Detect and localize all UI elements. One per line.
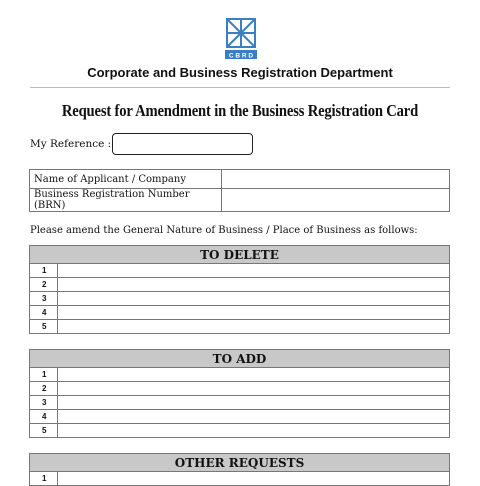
table-row xyxy=(30,424,450,438)
row-field[interactable] xyxy=(58,320,450,334)
row-field[interactable] xyxy=(58,306,450,320)
table-row xyxy=(30,410,450,424)
applicant-label: Name of Applicant / Company xyxy=(30,170,222,189)
row-field[interactable] xyxy=(58,396,450,410)
table-row xyxy=(30,189,450,212)
row-field[interactable] xyxy=(58,472,450,486)
row-number: 4 xyxy=(30,410,58,424)
row-number: 2 xyxy=(30,278,58,292)
table-row xyxy=(30,306,450,320)
row-field[interactable] xyxy=(58,424,450,438)
table-row xyxy=(30,368,450,382)
table-row xyxy=(30,292,450,306)
row-field[interactable] xyxy=(58,278,450,292)
to-add-section xyxy=(29,349,450,438)
instruction-text: Please amend the General Nature of Business / Place of Business as follows: xyxy=(30,225,418,236)
row-number: 5 xyxy=(30,320,58,334)
table-row xyxy=(30,382,450,396)
row-field[interactable] xyxy=(58,410,450,424)
reference-input[interactable] xyxy=(112,133,253,155)
row-field[interactable] xyxy=(58,264,450,278)
department-name: Corporate and Business Registration Department xyxy=(87,65,393,80)
row-number: 2 xyxy=(30,382,58,396)
table-row xyxy=(30,320,450,334)
cbrd-logo xyxy=(221,16,261,60)
table-row xyxy=(30,472,450,486)
row-number: 1 xyxy=(30,264,58,278)
row-number: 3 xyxy=(30,292,58,306)
header-divider xyxy=(30,87,450,88)
row-field[interactable] xyxy=(58,292,450,306)
table-row xyxy=(30,264,450,278)
table-row xyxy=(30,170,450,189)
section-title: OTHER REQUESTS xyxy=(30,454,450,472)
applicant-field[interactable] xyxy=(222,170,450,189)
form-title: Request for Amendment in the Business Registration Card xyxy=(61,101,419,120)
table-row xyxy=(30,396,450,410)
other-requests-section xyxy=(29,453,450,486)
table-row xyxy=(30,278,450,292)
applicant-info-table xyxy=(29,169,450,212)
section-title: TO DELETE xyxy=(30,246,450,264)
to-delete-section xyxy=(29,245,450,334)
section-title: TO ADD xyxy=(30,350,450,368)
brn-label: Business Registration Number (BRN) xyxy=(30,189,222,212)
row-number: 3 xyxy=(30,396,58,410)
row-field[interactable] xyxy=(58,368,450,382)
row-field[interactable] xyxy=(58,382,450,396)
reference-label: My Reference : xyxy=(30,138,112,150)
row-number: 1 xyxy=(30,368,58,382)
row-number: 1 xyxy=(30,472,58,486)
row-number: 4 xyxy=(30,306,58,320)
brn-field[interactable] xyxy=(222,189,450,212)
logo-text: C B R D xyxy=(228,52,254,60)
row-number: 5 xyxy=(30,424,58,438)
